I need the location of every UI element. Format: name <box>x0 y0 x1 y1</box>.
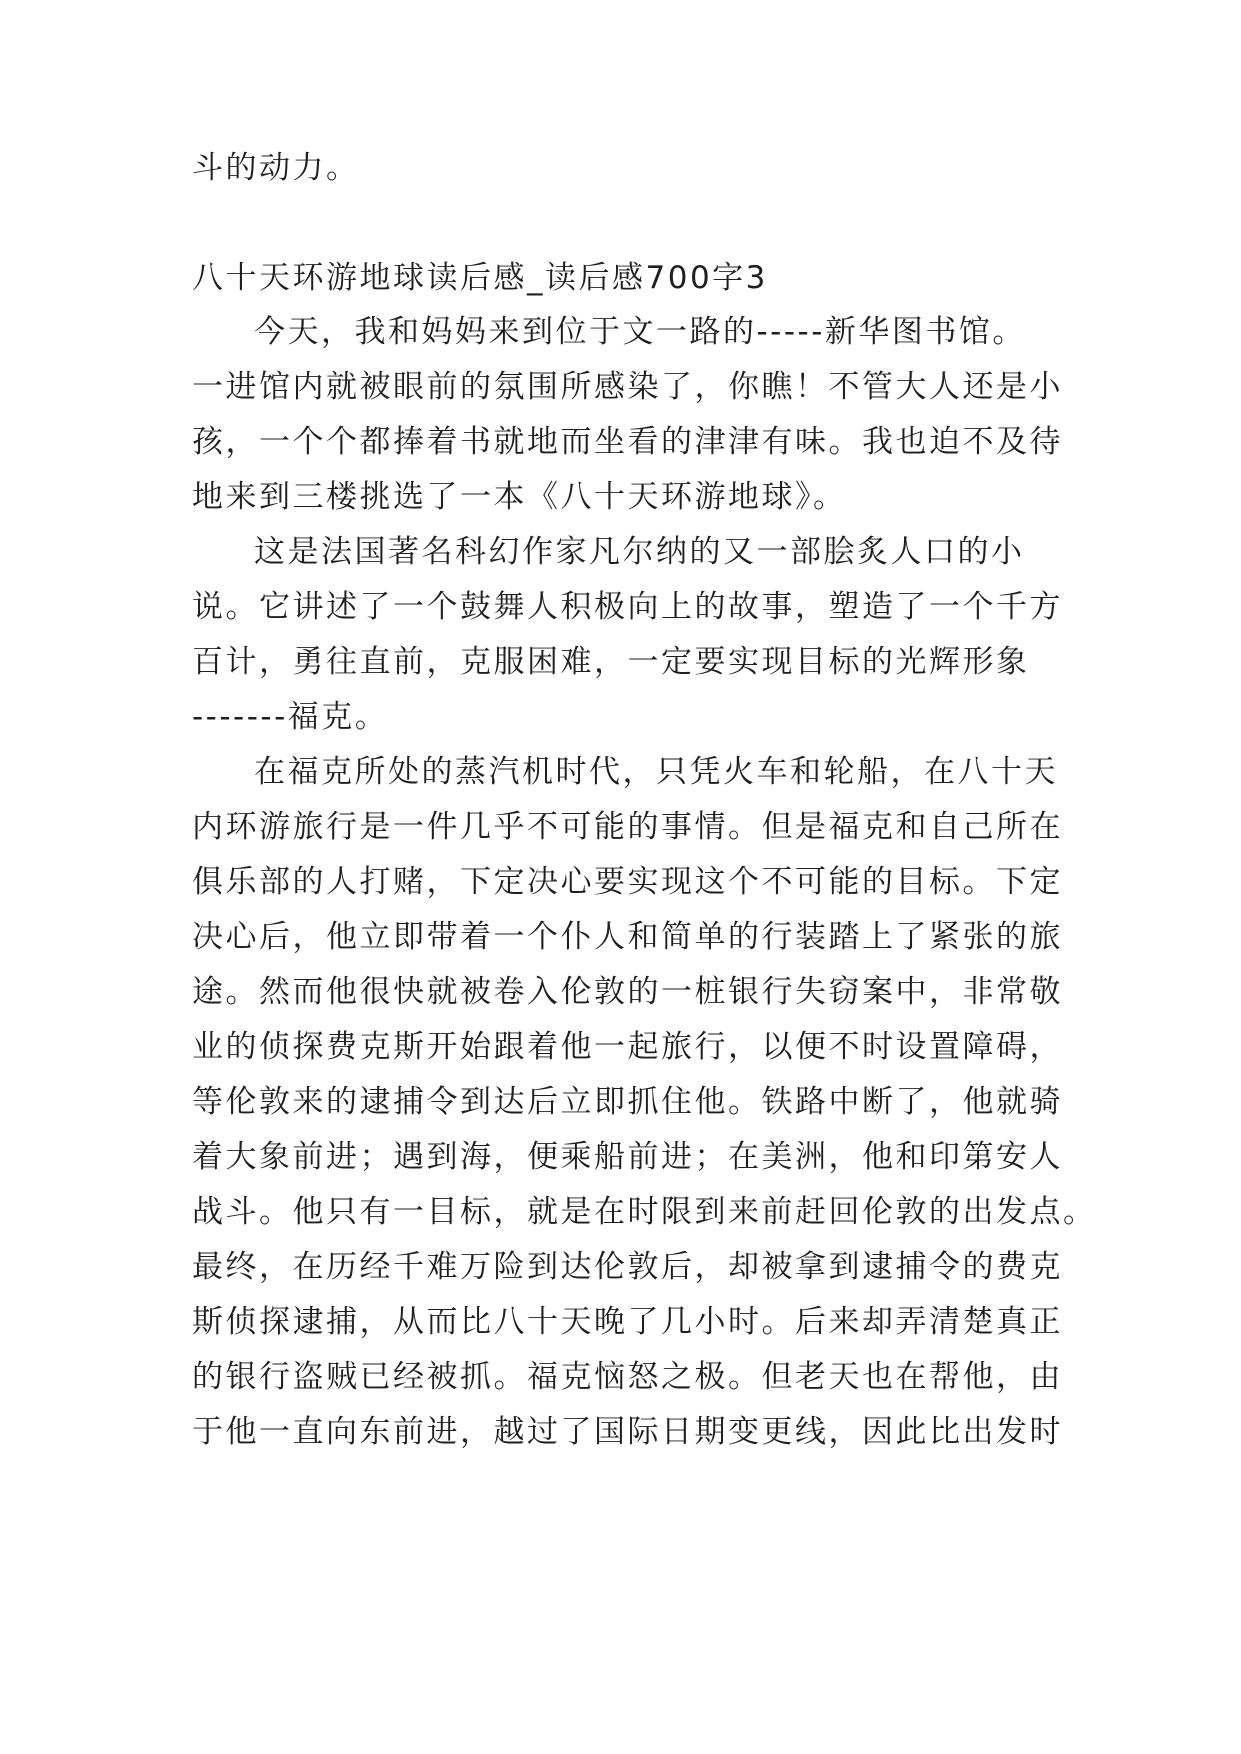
paragraph-line: 于他一直向东前进，越过了国际日期变更线，因此比出发时 <box>192 1414 1063 1450</box>
paragraph-line: 斯侦探逮捕，从而比八十天晚了几小时。后来却弄清楚真正 <box>192 1304 1063 1340</box>
paragraph-line: 内环游旅行是一件几乎不可能的事情。但是福克和自己所在 <box>192 809 1063 845</box>
paragraph-line: 途。然而他很快就被卷入伦敦的一桩银行失窃案中，非常敬 <box>192 974 1063 1010</box>
paragraph-line: 战斗。他只有一目标，就是在时限到来前赶回伦敦的出发点。 <box>192 1194 1097 1230</box>
paragraph-line: 今天，我和妈妈来到位于文一路的-----新华图书馆。 <box>254 314 1026 350</box>
paragraph-line: 俱乐部的人打赌，下定决心要实现这个不可能的目标。下定 <box>192 864 1063 900</box>
paragraph-line: 着大象前进；遇到海，便乘船前进；在美洲，他和印第安人 <box>192 1139 1063 1175</box>
paragraph-line: 孩，一个个都捧着书就地而坐看的津津有味。我也迫不及待 <box>192 424 1063 460</box>
carryover-line: 斗的动力。 <box>192 150 360 186</box>
paragraph-line: 最终，在历经千难万险到达伦敦后，却被拿到逮捕令的费克 <box>192 1249 1063 1285</box>
paragraph-line: 一进馆内就被眼前的氛围所感染了，你瞧！不管大人还是小 <box>192 369 1063 405</box>
paragraph-line: 等伦敦来的逮捕令到达后立即抓住他。铁路中断了，他就骑 <box>192 1084 1063 1120</box>
paragraph-line: 的银行盗贼已经被抓。福克恼怒之极。但老天也在帮他，由 <box>192 1359 1063 1395</box>
section-heading: 八十天环游地球读后感_读后感700字3 <box>192 260 768 296</box>
paragraph-line: 在福克所处的蒸汽机时代，只凭火车和轮船，在八十天 <box>254 754 1058 790</box>
paragraph-line: 地来到三楼挑选了一本《八十天环游地球》。 <box>192 479 847 515</box>
paragraph-line: 说。它讲述了一个鼓舞人积极向上的故事，塑造了一个千方 <box>192 589 1063 625</box>
paragraph-line: -------福克。 <box>192 699 389 735</box>
paragraph-line: 业的侦探费克斯开始跟着他一起旅行，以便不时设置障碍， <box>192 1029 1063 1065</box>
paragraph-line: 这是法国著名科幻作家凡尔纳的又一部脍炙人口的小 <box>254 534 1025 570</box>
paragraph-line: 决心后，他立即带着一个仆人和简单的行装踏上了紧张的旅 <box>192 919 1063 955</box>
paragraph-line: 百计，勇往直前，克服困难，一定要实现目标的光辉形象 <box>192 644 1030 680</box>
